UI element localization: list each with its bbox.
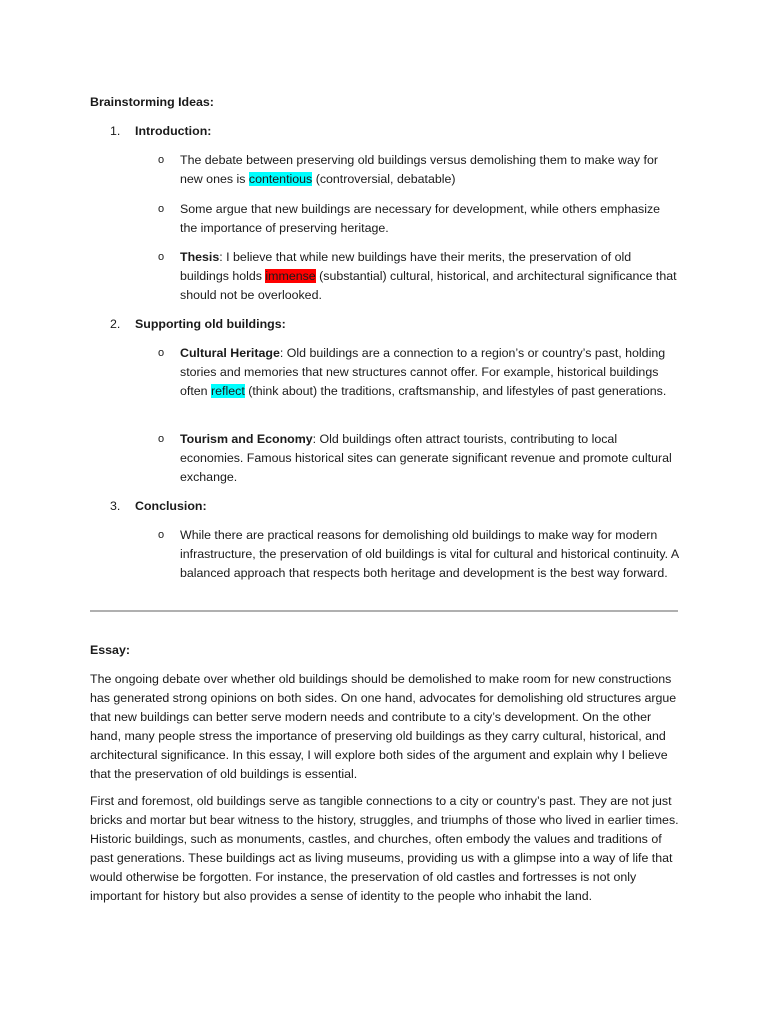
bullet-marker: o	[158, 203, 165, 215]
bullet-marker: o	[158, 154, 165, 166]
intro-bullet-2: Some argue that new buildings are necessary for development, while others emphasize the importance of preserving heritage.	[180, 202, 661, 235]
section-title-conclusion: Conclusion:	[135, 499, 207, 513]
text: (substantial) cultural, historical, and architectural significance that should not be overlooked.	[180, 269, 677, 302]
bullet-marker: o	[158, 251, 165, 263]
support-bullet-tourism	[180, 430, 680, 487]
intro-bullet-thesis	[180, 248, 680, 305]
thesis-label: Thesis	[180, 250, 220, 264]
bullet-marker: o	[158, 529, 165, 541]
highlight-reflect: reflect	[211, 384, 245, 398]
text: (controversial, debatable)	[312, 172, 456, 186]
highlight-immense: immense	[265, 269, 316, 283]
section-number: 2.	[110, 317, 121, 331]
section-title-introduction: Introduction:	[135, 124, 212, 138]
highlight-contentious: contentious	[248, 172, 313, 186]
text: : Old buildings often attract tourists, contributing to local economies. Famous historical sites can generate significant revenue and promote cultural exchange.	[180, 432, 672, 484]
section-number: 1.	[110, 124, 121, 138]
text: (think about) the traditions, craftsmanship, and lifestyles of past generations.	[244, 384, 667, 398]
section-number: 3.	[110, 499, 121, 513]
text: : Old buildings are a connection to a region’s or country’s past, holding stories and memories that new structures cannot offer. For example, historical buildings often	[180, 346, 666, 398]
bullet-marker: o	[158, 433, 165, 445]
essay-heading: Essay:	[90, 643, 130, 657]
essay-paragraph-2: First and foremost, old buildings serve as tangible connections to a city or country’s past. They are not just bricks and mortar but bear witness to the history, struggles, and triumphs of those who lived in earlier times. Historic buildings, such as monuments, castles, and churches, often embody the values and traditions of past generations. These buildings act as living museums, providing us with a glimpse into a way of life that would otherwise be forgotten. For instance, the preservation of old castles and fortresses is not only important for history but also provides a sense of identity to the people who inhabit the land.	[90, 794, 679, 903]
support-bullet-cultural	[180, 344, 680, 401]
section-title-supporting: Supporting old buildings:	[135, 317, 286, 331]
brainstorm-heading: Brainstorming Ideas:	[90, 95, 214, 109]
text: The debate between preserving old buildings versus demolishing them to make way for new ones is	[180, 153, 658, 186]
tourism-label: Tourism and Economy	[180, 432, 313, 446]
cultural-heritage-label: Cultural Heritage	[180, 346, 280, 360]
essay-paragraph-1: The ongoing debate over whether old buildings should be demolished to make room for new constructions has generated strong opinions on both sides. On one hand, advocates for demolishing old structures argue that new buildings can better serve modern needs and contribute to a city’s development. On the other hand, many people stress the importance of preserving old buildings as they carry cultural, historical, and architectural significance. In this essay, I will explore both sides of the argument and explain why I believe that the preservation of old buildings is essential.	[90, 672, 677, 781]
intro-bullet-1	[180, 151, 680, 189]
bullet-marker: o	[158, 347, 165, 359]
horizontal-rule	[90, 610, 678, 612]
text: : I believe that while new buildings have their merits, the preservation of old buildings holds	[180, 250, 632, 283]
conclusion-bullet-1: While there are practical reasons for demolishing old buildings to make way for modern infrastructure, the preservation of old buildings is vital for cultural and historical continuity. A balanced approach that respects both heritage and development is the best way forward.	[180, 528, 679, 580]
